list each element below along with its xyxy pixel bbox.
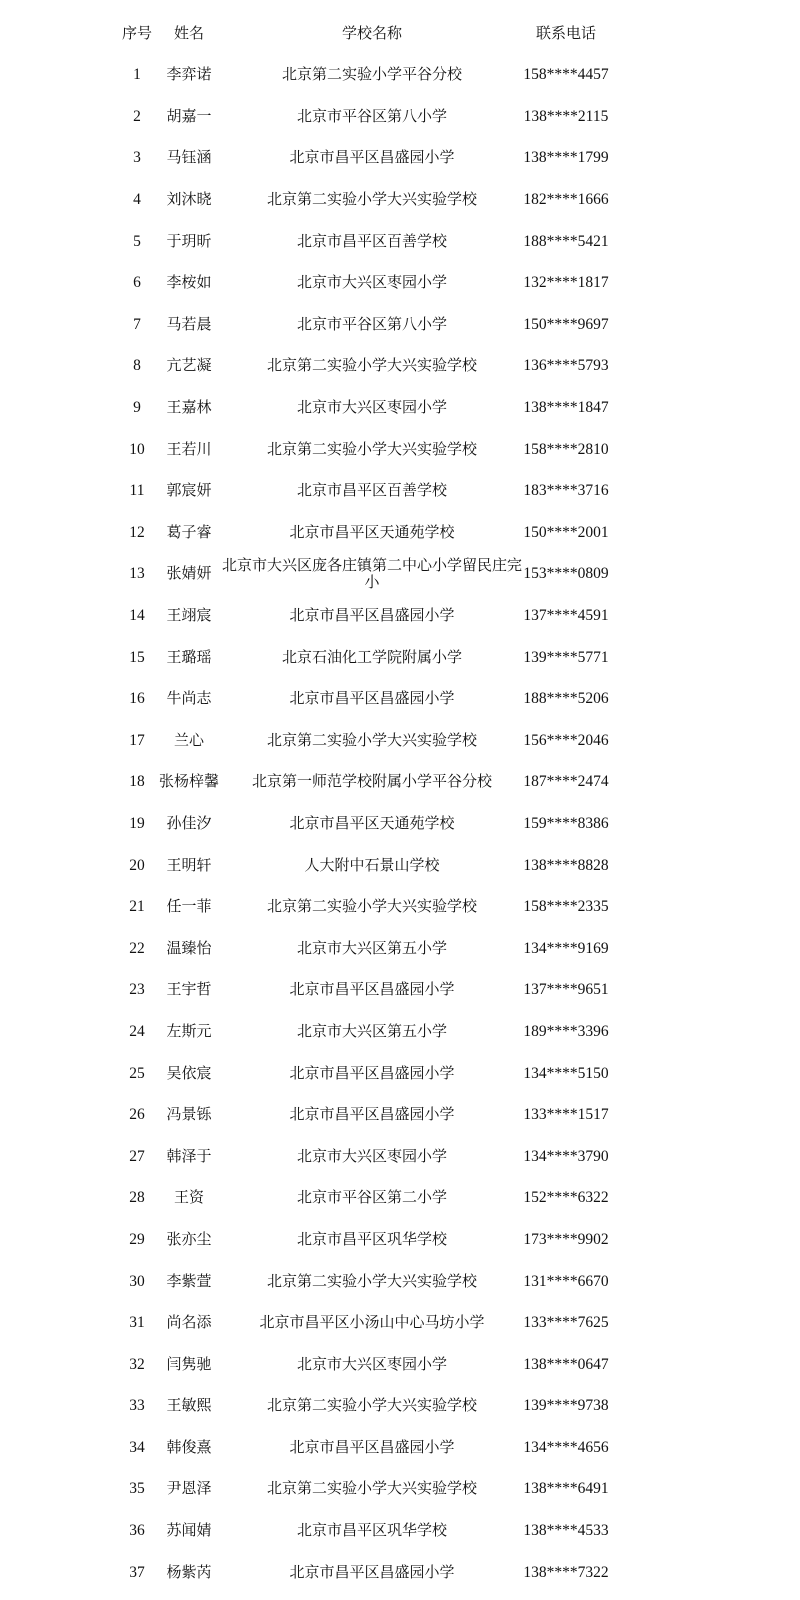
phone-number: 139****9738 (523, 1397, 609, 1415)
table-row (0, 1427, 800, 1469)
phone-number: 150****2001 (523, 523, 609, 541)
row-number: 36 (129, 1522, 145, 1540)
school-name: 北京市昌平区昌盛园小学 (289, 689, 455, 708)
table-row (0, 345, 800, 387)
table-row (0, 387, 800, 429)
phone-number: 134****4656 (523, 1438, 609, 1456)
school-name: 北京市昌平区昌盛园小学 (289, 1562, 455, 1581)
phone-number: 139****5771 (523, 648, 609, 666)
school-name: 北京市大兴区枣园小学 (296, 1354, 447, 1373)
row-number: 8 (133, 357, 141, 375)
row-number: 24 (129, 1022, 145, 1040)
student-name: 郭宸妍 (166, 481, 212, 500)
student-name: 吴依宸 (166, 1063, 212, 1082)
school-name: 北京市平谷区第八小学 (296, 314, 447, 333)
student-name: 马若晨 (166, 314, 212, 333)
school-name: 北京市大兴区庞各庄镇第二中心小学留民庄完小 (222, 555, 523, 591)
table-header-row (0, 12, 800, 54)
school-name: 北京市大兴区枣园小学 (296, 273, 447, 292)
school-name: 人大附中石景山学校 (304, 855, 440, 874)
student-name: 王翊宸 (166, 606, 212, 625)
school-name: 北京市昌平区昌盛园小学 (289, 1437, 455, 1456)
phone-number: 134****9169 (523, 939, 609, 957)
row-number: 31 (129, 1314, 145, 1332)
school-name: 北京第二实验小学大兴实验学校 (266, 439, 477, 458)
table-row (0, 1551, 800, 1593)
table-row (0, 1510, 800, 1552)
table-row (0, 803, 800, 845)
student-name: 王敏熙 (166, 1396, 212, 1415)
student-name: 李弈诺 (166, 65, 212, 84)
phone-number: 138****2115 (523, 107, 609, 125)
table-row (0, 1135, 800, 1177)
row-number: 12 (129, 523, 145, 541)
student-name: 张婧妍 (166, 564, 212, 583)
phone-number: 183****3716 (523, 482, 609, 500)
student-name: 韩泽于 (166, 1146, 212, 1165)
school-name: 北京市昌平区天通苑学校 (289, 522, 455, 541)
phone-number: 158****2335 (523, 898, 609, 916)
table-row (0, 595, 800, 637)
student-name: 王宇哲 (166, 980, 212, 999)
table-row (0, 969, 800, 1011)
phone-number: 156****2046 (523, 731, 609, 749)
header-no: 序号 (121, 23, 152, 42)
row-number: 11 (129, 482, 145, 500)
table-row (0, 262, 800, 304)
school-name: 北京市昌平区天通苑学校 (289, 813, 455, 832)
row-number: 5 (133, 232, 141, 250)
row-number: 7 (133, 315, 141, 333)
table-row (0, 96, 800, 138)
row-number: 9 (133, 399, 141, 417)
phone-number: 137****4591 (523, 607, 609, 625)
student-name: 亢艺凝 (166, 356, 212, 375)
student-name: 王资 (173, 1188, 204, 1207)
student-name: 李紫萱 (166, 1271, 212, 1290)
table-body (0, 54, 800, 1593)
school-name: 北京市昌平区昌盛园小学 (289, 1063, 455, 1082)
phone-number: 138****4533 (523, 1522, 609, 1540)
row-number: 28 (129, 1189, 145, 1207)
table-row (0, 1343, 800, 1385)
row-number: 27 (129, 1147, 145, 1165)
student-name: 闫隽驰 (166, 1354, 212, 1373)
row-number: 3 (133, 149, 141, 167)
school-name: 北京市昌平区昌盛园小学 (289, 606, 455, 625)
student-name: 兰心 (173, 730, 204, 749)
phone-number: 150****9697 (523, 315, 609, 333)
phone-number: 133****1517 (523, 1106, 609, 1124)
row-number: 20 (129, 856, 145, 874)
row-number: 22 (129, 939, 145, 957)
table-row (0, 1302, 800, 1344)
student-name: 马钰涵 (166, 148, 212, 167)
table-row (0, 1177, 800, 1219)
table-row (0, 137, 800, 179)
table-row (0, 1468, 800, 1510)
table-row (0, 470, 800, 512)
student-name: 尹恩泽 (166, 1479, 212, 1498)
table-row (0, 512, 800, 554)
phone-number: 188****5421 (523, 232, 609, 250)
student-name: 王若川 (166, 439, 212, 458)
school-name: 北京石油化工学院附属小学 (281, 647, 462, 666)
phone-number: 134****5150 (523, 1064, 609, 1082)
school-name: 北京市昌平区巩华学校 (296, 1229, 447, 1248)
row-number: 4 (133, 191, 141, 209)
phone-number: 132****1817 (523, 274, 609, 292)
row-number: 33 (129, 1397, 145, 1415)
row-number: 2 (133, 107, 141, 125)
row-number: 15 (129, 648, 145, 666)
school-name: 北京第二实验小学大兴实验学校 (266, 190, 477, 209)
row-number: 30 (129, 1272, 145, 1290)
table-row (0, 1011, 800, 1053)
table-row (0, 304, 800, 346)
row-number: 21 (129, 898, 145, 916)
header-phone: 联系电话 (535, 23, 596, 42)
phone-number: 158****2810 (523, 440, 609, 458)
phone-number: 134****3790 (523, 1147, 609, 1165)
school-name: 北京市大兴区枣园小学 (296, 398, 447, 417)
student-name: 冯景铄 (166, 1105, 212, 1124)
school-name: 北京市昌平区百善学校 (296, 481, 447, 500)
school-name: 北京市昌平区昌盛园小学 (289, 980, 455, 999)
student-name: 尚名添 (166, 1313, 212, 1332)
student-name: 于玥昕 (166, 231, 212, 250)
row-number: 17 (129, 731, 145, 749)
student-name: 韩俊熹 (166, 1437, 212, 1456)
phone-number: 173****9902 (523, 1230, 609, 1248)
row-number: 34 (129, 1438, 145, 1456)
phone-number: 159****8386 (523, 814, 609, 832)
school-name: 北京第一师范学校附属小学平谷分校 (251, 772, 492, 791)
table-row (0, 1260, 800, 1302)
row-number: 6 (133, 274, 141, 292)
phone-number: 138****1847 (523, 399, 609, 417)
phone-number: 153****0809 (523, 565, 609, 583)
school-name: 北京市大兴区第五小学 (296, 938, 447, 957)
student-name: 任一菲 (166, 897, 212, 916)
student-name: 左斯元 (166, 1021, 212, 1040)
row-number: 14 (129, 607, 145, 625)
school-name: 北京第二实验小学大兴实验学校 (266, 1271, 477, 1290)
row-number: 13 (129, 565, 145, 583)
school-name: 北京第二实验小学大兴实验学校 (266, 730, 477, 749)
school-name: 北京市昌平区昌盛园小学 (289, 148, 455, 167)
phone-number: 137****9651 (523, 981, 609, 999)
school-name: 北京市昌平区小汤山中心马坊小学 (259, 1313, 485, 1332)
row-number: 23 (129, 981, 145, 999)
row-number: 32 (129, 1355, 145, 1373)
table-row (0, 761, 800, 803)
school-name: 北京第二实验小学大兴实验学校 (266, 897, 477, 916)
phone-number: 187****2474 (523, 773, 609, 791)
school-name: 北京市大兴区枣园小学 (296, 1146, 447, 1165)
student-name: 孙佳汐 (166, 813, 212, 832)
table-row (0, 927, 800, 969)
student-name: 李桉如 (166, 273, 212, 292)
table-row (0, 1385, 800, 1427)
row-number: 35 (129, 1480, 145, 1498)
table-row (0, 54, 800, 96)
student-name: 刘沐晓 (166, 190, 212, 209)
row-number: 16 (129, 690, 145, 708)
phone-number: 188****5206 (523, 690, 609, 708)
student-name: 王璐瑶 (166, 647, 212, 666)
school-name: 北京市昌平区百善学校 (296, 231, 447, 250)
phone-number: 138****8828 (523, 856, 609, 874)
phone-number: 158****4457 (523, 66, 609, 84)
header-name: 姓名 (173, 23, 204, 42)
phone-number: 138****7322 (523, 1563, 609, 1581)
table-row (0, 678, 800, 720)
school-name: 北京第二实验小学大兴实验学校 (266, 1479, 477, 1498)
phone-number: 152****6322 (523, 1189, 609, 1207)
table-row (0, 553, 800, 595)
school-name: 北京市平谷区第八小学 (296, 106, 447, 125)
participant-table (0, 12, 800, 1593)
table-row (0, 720, 800, 762)
phone-number: 131****6670 (523, 1272, 609, 1290)
student-name: 王明轩 (166, 855, 212, 874)
student-name: 王嘉林 (166, 398, 212, 417)
table-row (0, 1052, 800, 1094)
student-name: 苏闻婧 (166, 1521, 212, 1540)
row-number: 26 (129, 1106, 145, 1124)
school-name: 北京市平谷区第二小学 (296, 1188, 447, 1207)
student-name: 张亦尘 (166, 1229, 212, 1248)
table-row (0, 886, 800, 928)
phone-number: 182****1666 (523, 191, 609, 209)
phone-number: 138****6491 (523, 1480, 609, 1498)
table-row (0, 1219, 800, 1261)
school-name: 北京市昌平区昌盛园小学 (289, 1105, 455, 1124)
student-name: 杨紫芮 (166, 1562, 212, 1581)
header-school: 学校名称 (341, 23, 402, 42)
table-row (0, 220, 800, 262)
school-name: 北京市昌平区巩华学校 (296, 1521, 447, 1540)
student-name: 张杨梓馨 (158, 772, 219, 791)
table-row (0, 428, 800, 470)
phone-number: 138****0647 (523, 1355, 609, 1373)
row-number: 37 (129, 1563, 145, 1581)
row-number: 25 (129, 1064, 145, 1082)
school-name: 北京第二实验小学大兴实验学校 (266, 1396, 477, 1415)
student-name: 葛子睿 (166, 522, 212, 541)
row-number: 29 (129, 1230, 145, 1248)
school-name: 北京第二实验小学平谷分校 (281, 65, 462, 84)
row-number: 1 (133, 66, 141, 84)
phone-number: 136****5793 (523, 357, 609, 375)
row-number: 18 (129, 773, 145, 791)
table-row (0, 636, 800, 678)
row-number: 19 (129, 814, 145, 832)
table-row (0, 179, 800, 221)
school-name: 北京市大兴区第五小学 (296, 1021, 447, 1040)
student-name: 胡嘉一 (166, 106, 212, 125)
row-number: 10 (129, 440, 145, 458)
school-name: 北京第二实验小学大兴实验学校 (266, 356, 477, 375)
phone-number: 138****1799 (523, 149, 609, 167)
phone-number: 189****3396 (523, 1022, 609, 1040)
student-name: 牛尚志 (166, 689, 212, 708)
table-row (0, 1094, 800, 1136)
phone-number: 133****7625 (523, 1314, 609, 1332)
student-name: 温臻怡 (166, 938, 212, 957)
table-row (0, 844, 800, 886)
